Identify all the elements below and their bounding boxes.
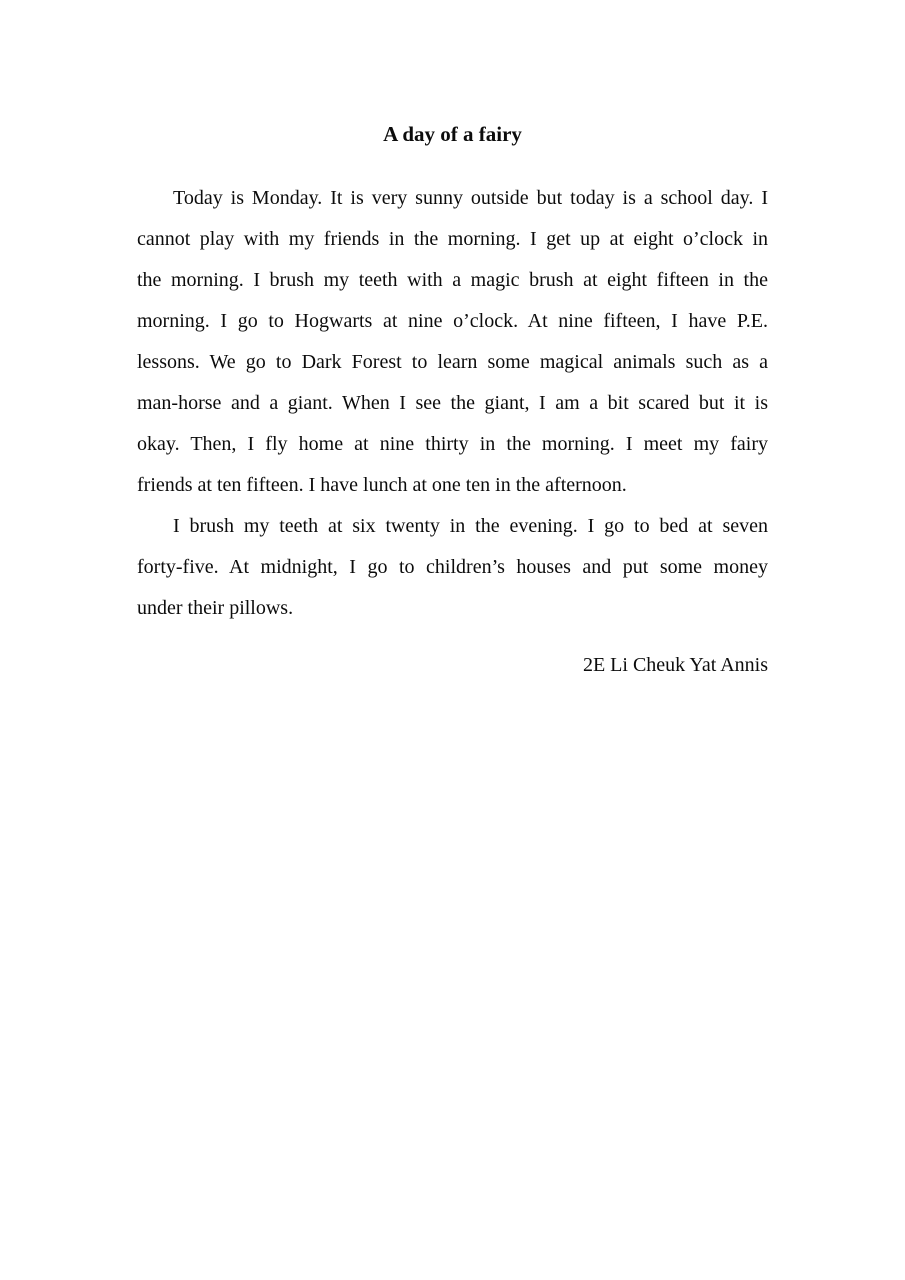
paragraph1-line1: Today is Monday. It is very sunny outside but today is a school day. I	[173, 187, 768, 209]
paragraph1-line2: cannot play with my friends in the morning. I get up at eight o’clock in	[137, 228, 768, 250]
paragraph2-line1: I brush my teeth at six twenty in the evening. I go to bed at seven	[173, 515, 768, 537]
document-content	[137, 114, 768, 686]
author-signature: 2E Li Cheuk Yat Annis	[582, 654, 768, 676]
paragraph2-line2: forty-five. At midnight, I go to children’s houses and put some money	[137, 556, 768, 578]
document-title: A day of a fairy	[383, 122, 522, 146]
paragraph1-line5: lessons. We go to Dark Forest to learn some magical animals such as a	[137, 351, 768, 373]
paragraph2-line3: under their pillows.	[137, 597, 294, 619]
paragraph1-line7: okay. Then, I fly home at nine thirty in the morning. I meet my fairy	[137, 433, 768, 455]
paragraph1-line4: morning. I go to Hogwarts at nine o’clock. At nine fifteen, I have P.E.	[137, 310, 768, 332]
paragraph1-line3: the morning. I brush my teeth with a magic brush at eight fifteen in the	[137, 269, 768, 291]
paragraph1-line8: friends at ten fifteen. I have lunch at one ten in the afternoon.	[137, 474, 627, 496]
paragraph1-line6: man-horse and a giant. When I see the giant, I am a bit scared but it is	[137, 392, 768, 414]
